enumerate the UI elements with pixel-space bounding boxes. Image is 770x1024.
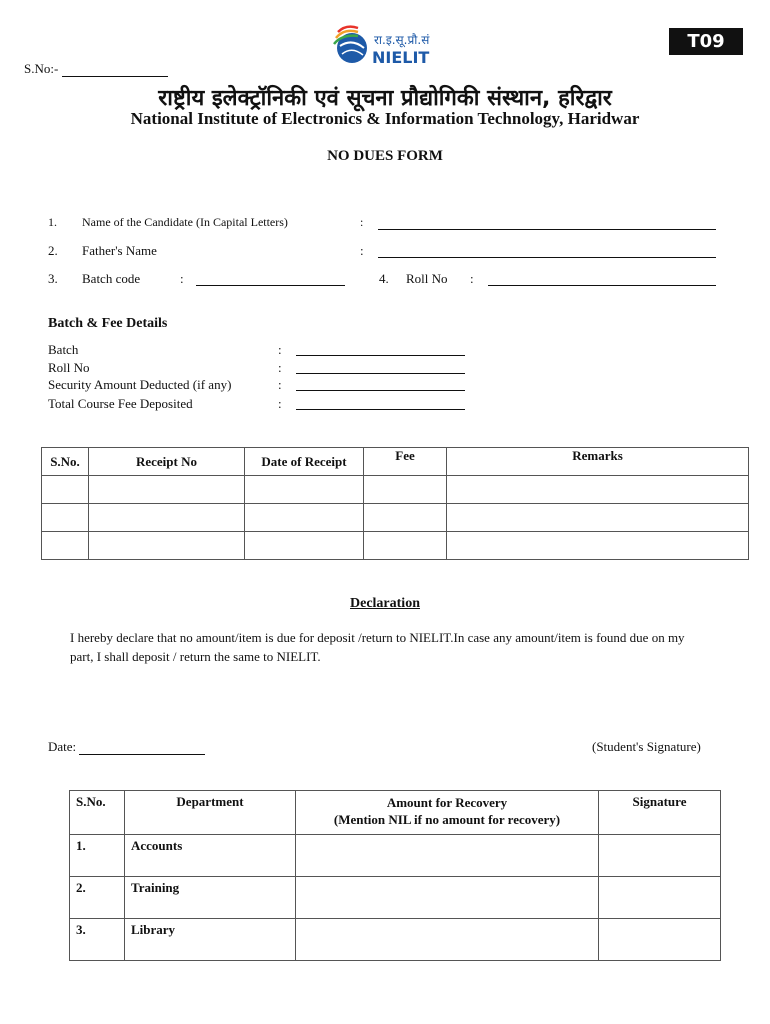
serial-number-label: S.No:- (24, 61, 59, 76)
table-row (42, 532, 749, 560)
department-table-header-row (70, 791, 721, 835)
field-4-number: 4. (379, 271, 389, 286)
table-row (70, 835, 721, 877)
logo-english-text: NIELIT (372, 48, 430, 67)
date-label: Date: (48, 739, 77, 754)
dept-signature-cell[interactable] (599, 877, 721, 919)
table-row (70, 877, 721, 919)
english-institute-title: National Institute of Electronics & Information Technology, Haridwar (130, 109, 640, 128)
batch-code-input[interactable] (196, 285, 345, 286)
student-signature-label: (Student's Signature) (592, 739, 701, 754)
table-cell[interactable] (42, 504, 89, 532)
total-fee-input[interactable] (296, 409, 465, 410)
table-cell[interactable] (364, 476, 447, 504)
dept-row-name: Training (125, 877, 296, 919)
table-cell[interactable] (42, 476, 89, 504)
roll-no-input[interactable] (488, 285, 716, 286)
table-cell[interactable] (42, 532, 89, 560)
field-3-colon: : (180, 271, 184, 286)
batch-fee-heading: Batch & Fee Details (48, 316, 168, 331)
father-name-label: Father's Name (82, 243, 157, 258)
dept-col-signature: Signature (599, 791, 721, 835)
dept-amount-cell[interactable] (296, 919, 599, 961)
roll-no-label: Roll No (406, 271, 448, 286)
table-cell[interactable] (447, 504, 749, 532)
table-cell[interactable] (364, 504, 447, 532)
dept-amount-cell[interactable] (296, 877, 599, 919)
field-2-number: 2. (48, 243, 58, 258)
table-cell[interactable] (89, 532, 245, 560)
dept-row-name: Library (125, 919, 296, 961)
father-name-input[interactable] (378, 257, 716, 258)
logo-hindi-text: रा.इ.सू.प्रौ.सं (374, 33, 430, 47)
total-fee-label: Total Course Fee Deposited (48, 396, 193, 411)
table-row (42, 476, 749, 504)
dept-signature-cell[interactable] (599, 919, 721, 961)
table-cell[interactable] (245, 532, 364, 560)
date-line (79, 754, 205, 755)
security-amount-label: Security Amount Deducted (if any) (48, 377, 232, 392)
nielit-logo-graphic (332, 22, 442, 68)
dept-amount-cell[interactable] (296, 835, 599, 877)
batch-input[interactable] (296, 355, 465, 356)
dept-col-amount-title: Amount for Recovery (386, 795, 508, 810)
dept-col-amount (296, 791, 599, 835)
date-field[interactable] (48, 739, 205, 755)
hindi-institute-title: राष्ट्रीय इलेक्ट्रॉनिकी एवं सूचना प्रौद्योगिकी संस्थान, हरिद्वार (158, 86, 612, 111)
receipt-col-sno: S.No. (42, 448, 89, 476)
dept-row-name: Accounts (125, 835, 296, 877)
form-title: NO DUES FORM (327, 148, 443, 164)
dept-signature-cell[interactable] (599, 835, 721, 877)
table-row (70, 919, 721, 961)
table-cell[interactable] (89, 476, 245, 504)
candidate-name-label: Name of the Candidate (In Capital Letters) (82, 215, 288, 229)
candidate-name-input[interactable] (378, 229, 716, 230)
batch-label: Batch (48, 342, 79, 357)
batch-code-label: Batch code (82, 271, 141, 286)
security-amount-input[interactable] (296, 390, 465, 391)
table-row (42, 504, 749, 532)
table-cell[interactable] (89, 504, 245, 532)
declaration-text: I hereby declare that no amount/item is due for deposit /return to NIELIT.In case any amount/item is found due on my part, I shall deposit / return the same to NIELIT. (70, 630, 685, 664)
form-code-badge: T09 (669, 28, 743, 55)
field-4-colon: : (470, 271, 474, 286)
field-1-number: 1. (48, 215, 57, 229)
dept-col-amount-note: (Mention NIL if no amount for recovery) (333, 812, 561, 827)
department-table (69, 790, 721, 961)
nielit-logo (332, 22, 442, 68)
security-amount-colon: : (278, 377, 282, 392)
receipt-table (41, 447, 749, 560)
dept-col-department: Department (125, 791, 296, 835)
field-1-colon: : (360, 215, 364, 229)
table-cell[interactable] (447, 532, 749, 560)
table-cell[interactable] (245, 504, 364, 532)
table-cell[interactable] (364, 532, 447, 560)
field-2-colon: : (360, 243, 364, 258)
dept-row-number: 3. (70, 919, 125, 961)
dept-col-sno: S.No. (70, 791, 125, 835)
batch-colon: : (278, 342, 282, 357)
serial-number-field[interactable] (24, 61, 168, 77)
fee-roll-no-colon: : (278, 360, 282, 375)
declaration-title: Declaration (350, 596, 420, 611)
table-cell[interactable] (245, 476, 364, 504)
receipt-col-remarks: Remarks (447, 448, 749, 476)
table-cell[interactable] (447, 476, 749, 504)
fee-roll-no-input[interactable] (296, 373, 465, 374)
dept-row-number: 1. (70, 835, 125, 877)
serial-number-line (62, 76, 168, 77)
receipt-col-fee: Fee (364, 448, 447, 476)
receipt-table-header-row (42, 448, 749, 476)
receipt-col-receipt-no: Receipt No (89, 448, 245, 476)
receipt-col-date: Date of Receipt (245, 448, 364, 476)
fee-roll-no-label: Roll No (48, 360, 90, 375)
dept-row-number: 2. (70, 877, 125, 919)
total-fee-colon: : (278, 396, 282, 411)
field-3-number: 3. (48, 271, 58, 286)
